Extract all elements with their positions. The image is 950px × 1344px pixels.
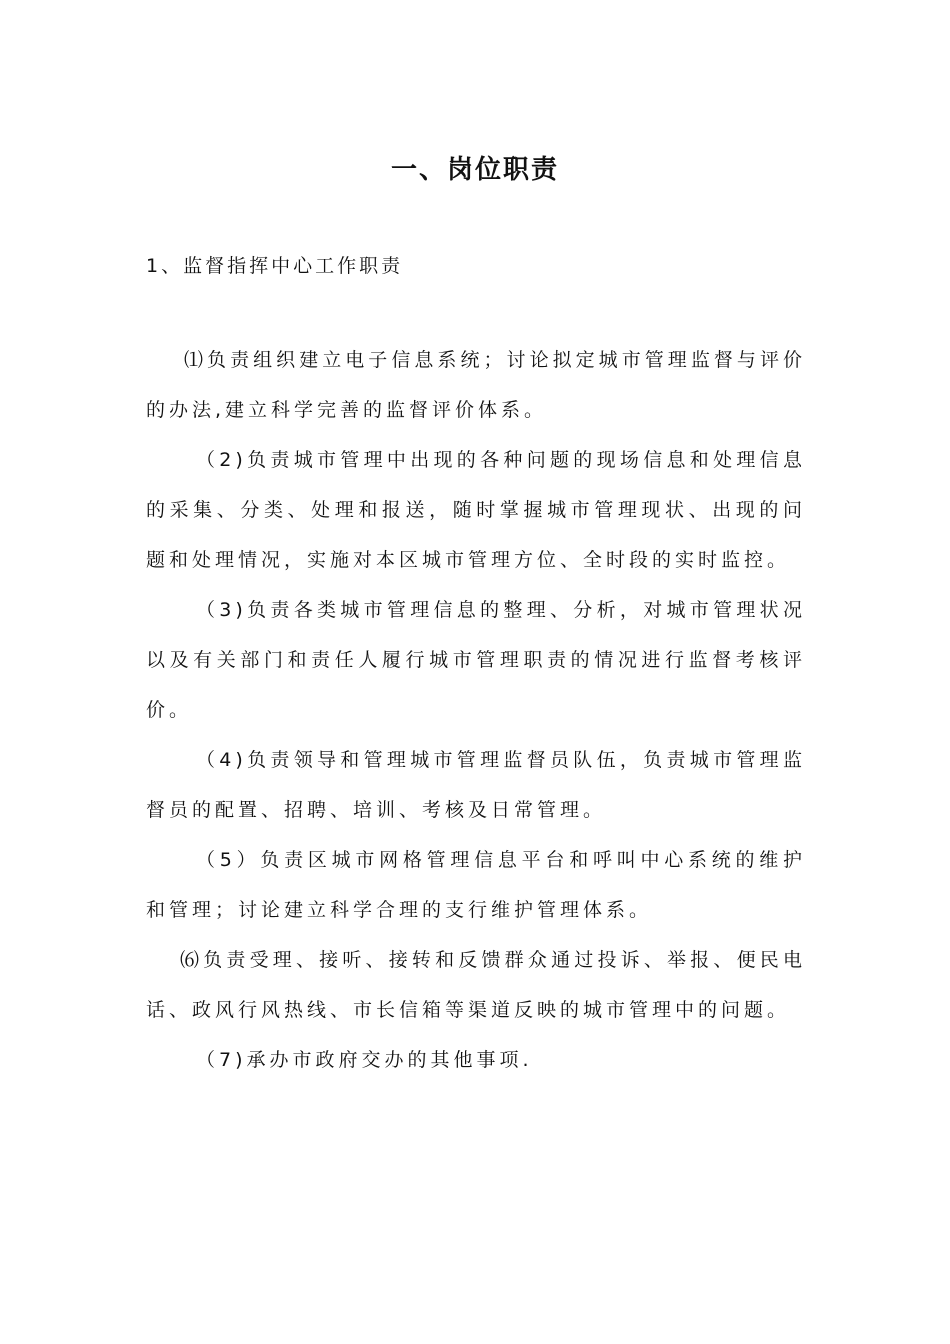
duty-paragraph-4: （4)负责领导和管理城市管理监督员队伍，负责城市管理监督员的配置、招聘、培训、考核及日常管理。	[146, 749, 806, 821]
duty-paragraph-6: ⑹负责受理、接听、接转和反馈群众通过投诉、举报、便民电话、政风行风热线、市长信箱等渠道反映的城市管理中的问题。	[146, 949, 806, 1021]
page-title: 一、岗位职责	[390, 155, 559, 185]
duty-paragraph-5: （5）负责区城市网格管理信息平台和呼叫中心系统的维护和管理；讨论建立科学合理的支行维护管理体系。	[146, 849, 806, 921]
section-heading: 1、监督指挥中心工作职责	[146, 255, 404, 277]
duty-paragraph-3: （3)负责各类城市管理信息的整理、分析，对城市管理状况以及有关部门和责任人履行城市管理职责的情况进行监督考核评价。	[146, 599, 806, 721]
duty-paragraph-2: （2)负责城市管理中出现的各种问题的现场信息和处理信息的采集、分类、处理和报送，随时掌握城市管理现状、出现的问题和处理情况，实施对本区城市管理方位、全时段的实时监控。	[146, 449, 806, 571]
duty-paragraph-7: （7)承办市政府交办的其他事项.	[196, 1049, 533, 1071]
duty-paragraph-1: ⑴负责组织建立电子信息系统；讨论拟定城市管理监督与评价的办法,建立科学完善的监督评价体系。	[146, 349, 806, 421]
document-body	[146, 335, 806, 1085]
